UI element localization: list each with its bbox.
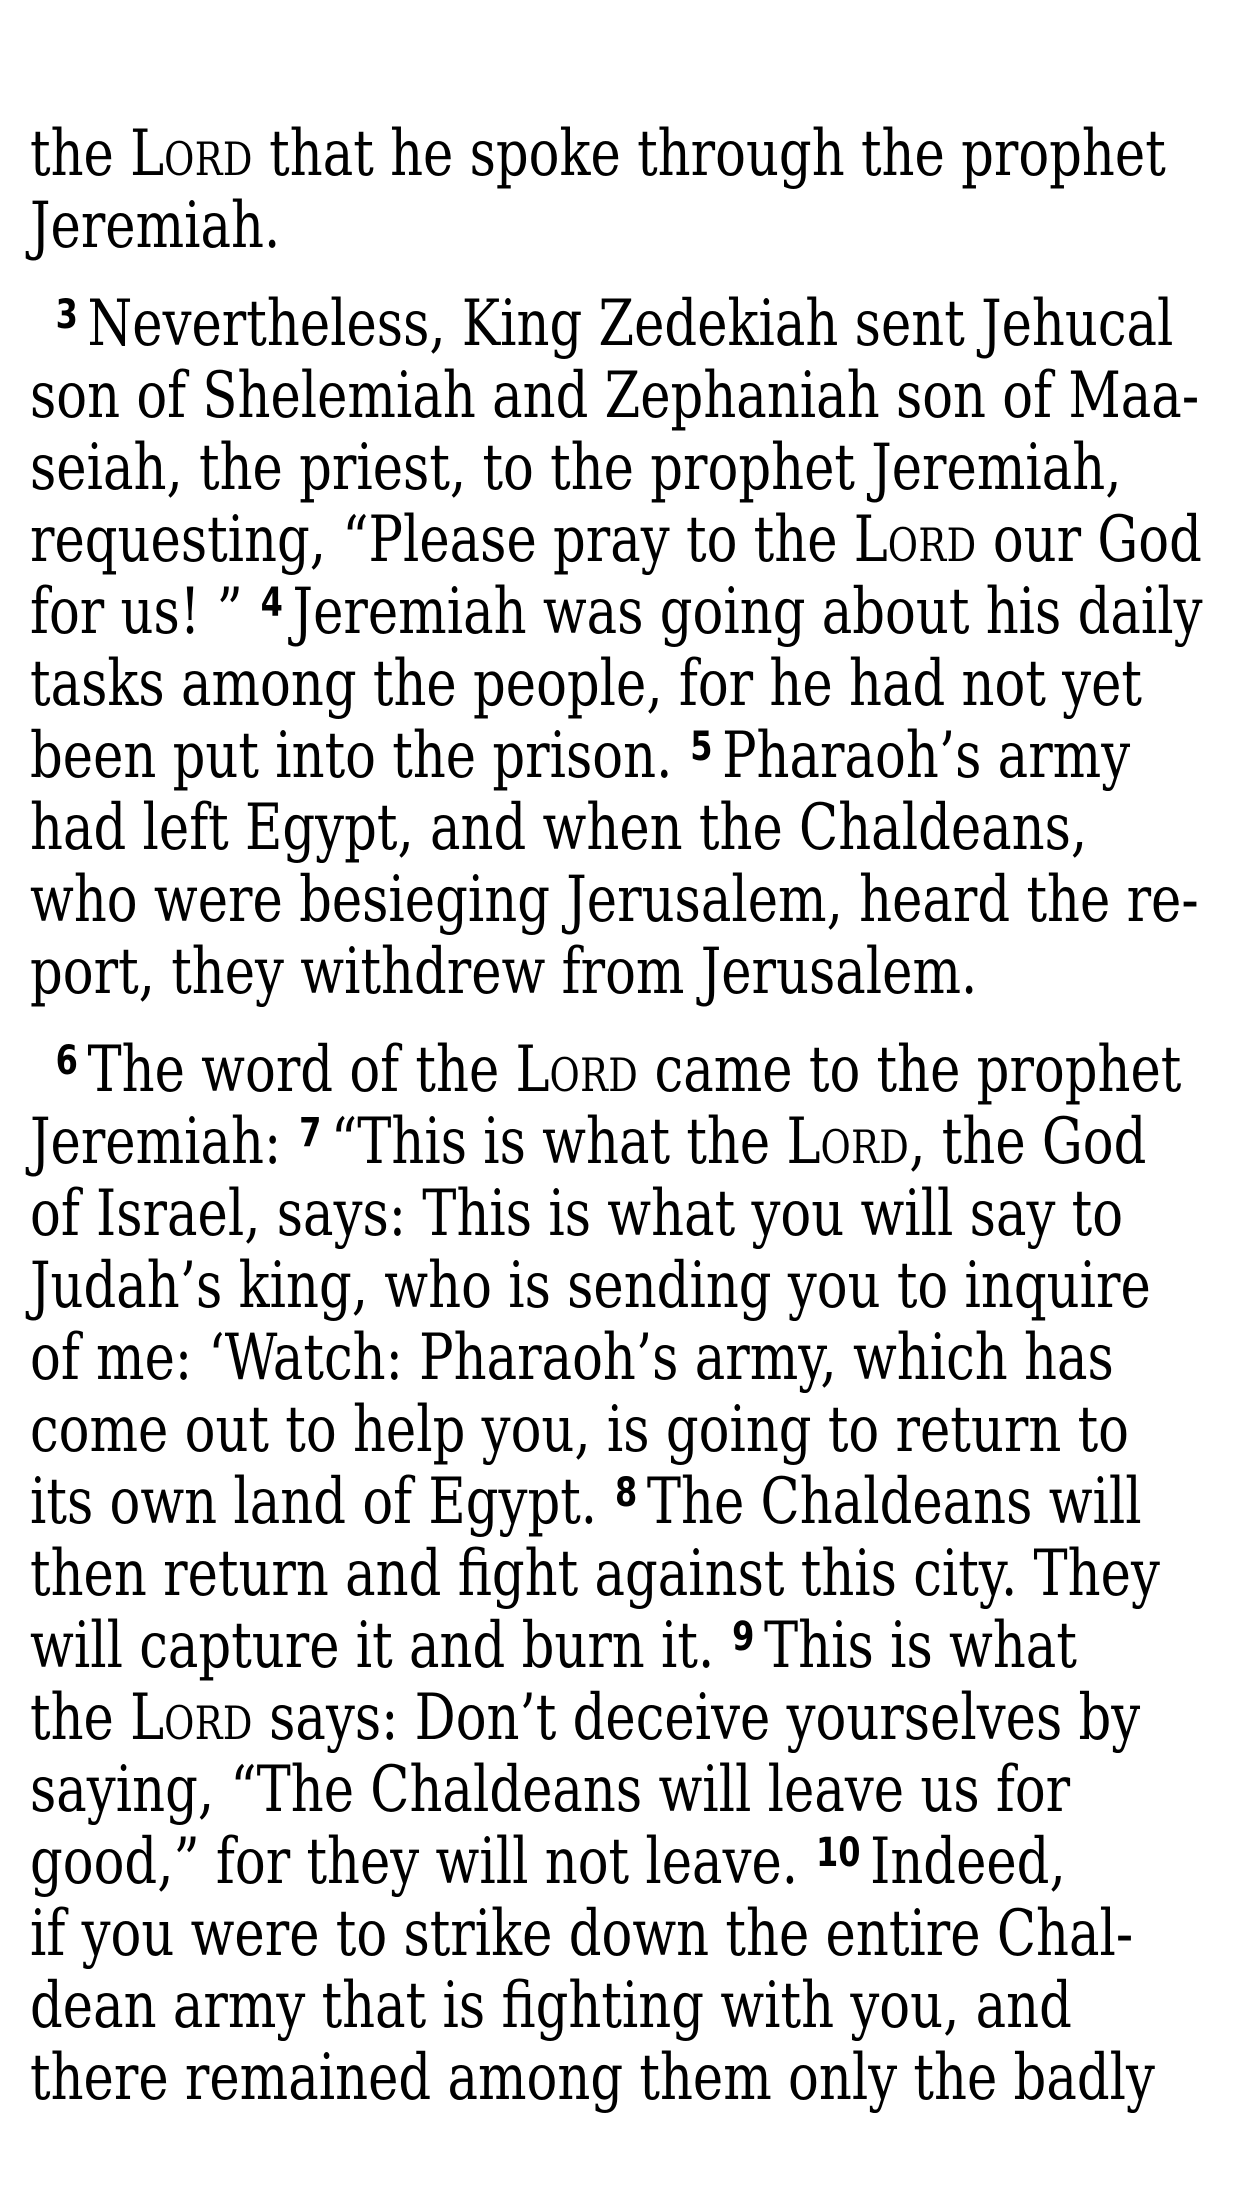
verse-number: 10: [815, 1830, 861, 1876]
text-line: who were besieging Jerusalem, heard the re-: [30, 863, 1199, 937]
text-line: son of Shelemiah and Zephaniah son of Maa-: [30, 359, 1200, 433]
paragraph: [30, 1034, 1222, 2114]
verse-number: 6: [55, 1038, 78, 1084]
verse-number: 5: [690, 724, 713, 770]
text-line: its own land of Egypt. $^8$ The Chaldeans will: [30, 1465, 1142, 1539]
verse-number: 8: [614, 1470, 638, 1516]
text-line: will capture it and burn it. $^9$ This is what: [30, 1609, 1077, 1683]
text-line: had left Egypt, and when the Chaldeans,: [30, 791, 1088, 865]
verse-number: 4: [260, 580, 283, 626]
text-line: come out to help you, is going to return to: [30, 1393, 1129, 1467]
paragraph: [30, 288, 1222, 1008]
text-line: there remained among them only the badly: [30, 2041, 1155, 2115]
text-line: the LORD says: Don’t deceive yourselves by: [30, 1681, 1141, 1755]
text-line: dean army that is fighting with you, and: [30, 1969, 1072, 2043]
divine-name-smallcaps: LORD: [130, 1681, 253, 1755]
text-line: of Israel, says: This is what you will say to: [30, 1177, 1124, 1251]
text-line: port, they withdrew from Jerusalem.: [30, 935, 978, 1009]
text-line: saying, “The Chaldeans will leave us for: [30, 1753, 1071, 1827]
text-line: the LORD that he spoke through the prophet: [30, 117, 1166, 191]
verse-number: 3: [55, 292, 78, 338]
text-line: been put into the prison. $^5$ Pharaoh’s army: [30, 719, 1131, 793]
text-line: $^3$ Nevertheless, King Zedekiah sent Jehucal: [55, 287, 1174, 361]
divine-name-smallcaps: LORD: [130, 117, 253, 191]
text-line: Judah’s king, who is sending you to inquire: [30, 1249, 1151, 1323]
text-line: seiah, the priest, to the prophet Jeremiah,: [30, 431, 1122, 505]
text-line: then return and fight against this city. They: [30, 1537, 1160, 1611]
verse-number: 9: [732, 1614, 755, 1660]
paragraph: [30, 118, 1222, 262]
text-line: good,” for they will not leave. $^{10}$ Indeed,: [30, 1825, 1066, 1899]
verse-number: 7: [299, 1110, 322, 1156]
text-line: $^6$ The word of the LORD came to the prophet: [55, 1033, 1182, 1107]
text-line: of me: ‘Watch: Pharaoh’s army, which has: [30, 1321, 1114, 1395]
divine-name-smallcaps: LORD: [786, 1105, 910, 1179]
text-line: for us! ” $^4$ Jeremiah was going about his daily: [30, 575, 1203, 649]
divine-name-smallcaps: LORD: [515, 1033, 639, 1107]
divine-name-smallcaps: LORD: [853, 503, 977, 577]
text-line: Jeremiah: $^7$ “This is what the LORD, the God: [30, 1105, 1147, 1179]
text-line: tasks among the people, for he had not yet: [30, 647, 1142, 721]
page-content: [30, 118, 1222, 2114]
text-line: Jeremiah.: [30, 189, 281, 263]
text-line: requesting, “Please pray to the LORD our God: [30, 503, 1202, 577]
text-line: if you were to strike down the entire Chal-: [30, 1897, 1134, 1971]
